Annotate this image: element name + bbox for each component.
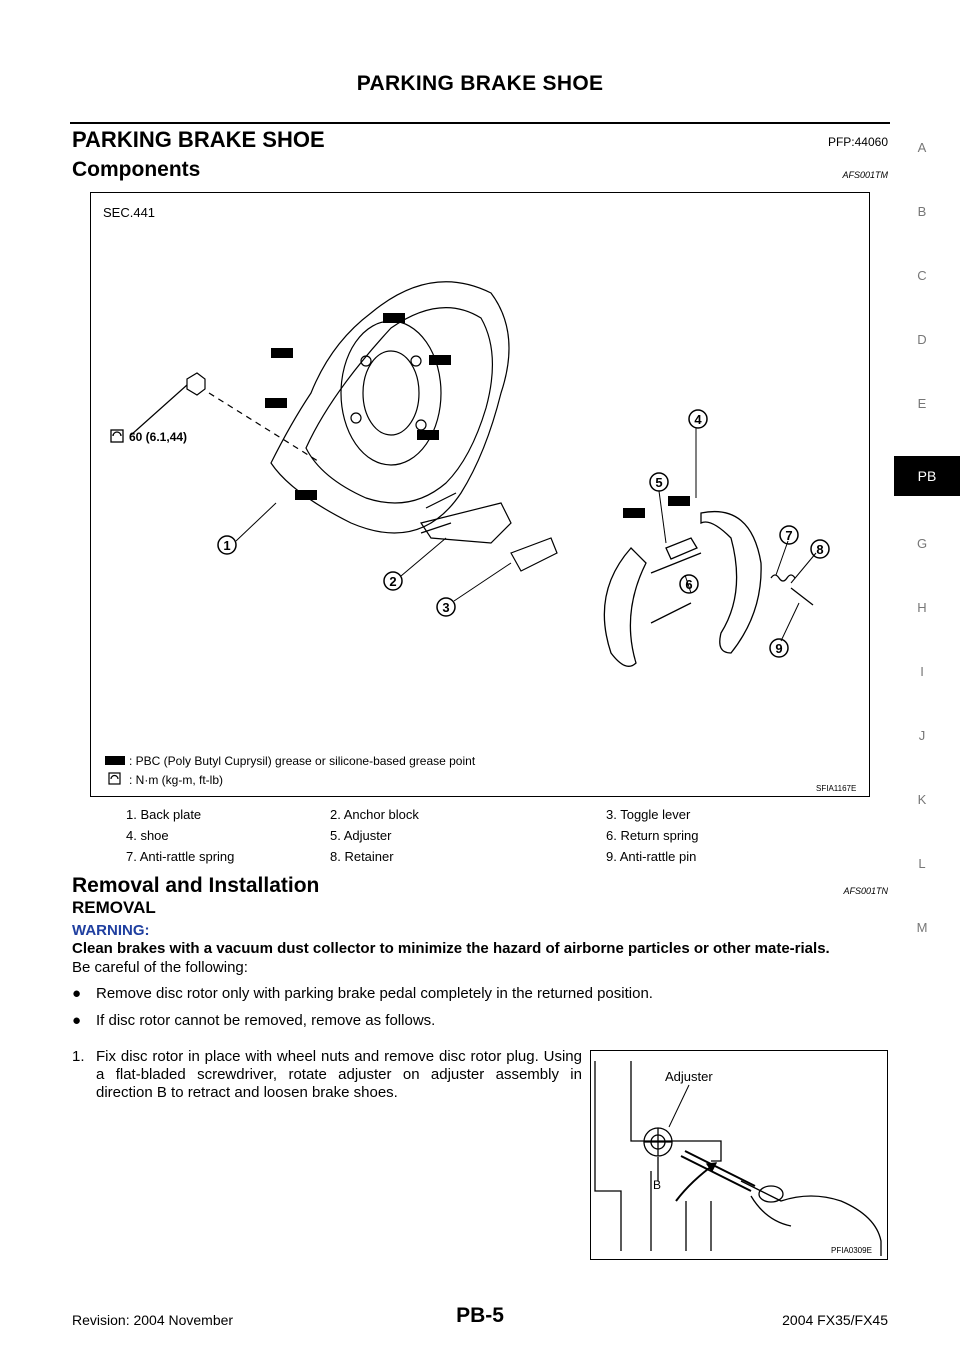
torque-icon (111, 430, 123, 442)
side-tab-h[interactable]: H (917, 600, 927, 615)
part-5: 5. Adjuster (330, 828, 392, 843)
part-1: 1. Back plate (126, 807, 202, 822)
direction-b-label: B (653, 1178, 662, 1192)
side-tab-b[interactable]: B (917, 204, 927, 219)
exploded-view-diagram (91, 193, 868, 795)
bullet-marker: ● (72, 985, 82, 1002)
removal-body (72, 922, 892, 1029)
part-7: 7. Anti-rattle spring (126, 849, 235, 864)
side-tab-a[interactable]: A (917, 140, 927, 155)
figure2-id: PFIA0309E (831, 1246, 872, 1255)
footer-page-number: PB-5 (456, 1304, 504, 1327)
part-9: 9. Anti-rattle pin (606, 849, 697, 864)
side-tab-c[interactable]: C (917, 268, 927, 283)
callout-4: 4 (694, 412, 702, 427)
callout-3: 3 (442, 600, 450, 615)
side-tab-i[interactable]: I (920, 664, 924, 679)
removal-subheading: REMOVAL (72, 898, 156, 917)
side-tab-index (894, 140, 960, 940)
callout-2: 2 (389, 574, 397, 589)
components-code: AFS001TM (842, 170, 888, 180)
callout-markers (218, 410, 829, 657)
side-tab-e[interactable]: E (917, 396, 927, 411)
parts-legend-row (72, 825, 892, 846)
adjuster-label: Adjuster (665, 1069, 713, 1084)
part-6: 6. Return spring (606, 828, 699, 843)
part-4: 4. shoe (126, 828, 169, 843)
parts-legend-row (72, 846, 892, 867)
footer-model: 2004 FX35/FX45 (782, 1312, 888, 1328)
section-code: PFP:44060 (827, 135, 888, 149)
page-header-title: PARKING BRAKE SHOE (356, 72, 604, 95)
side-tab-l[interactable]: L (918, 856, 926, 871)
side-tab-m[interactable]: M (916, 920, 928, 935)
parts-legend-row (72, 804, 892, 825)
callout-7: 7 (785, 528, 793, 543)
bullet-text: Remove disc rotor only with parking brake pedal completely in the returned position. (96, 985, 653, 1002)
grease-legend-icon (105, 756, 125, 765)
adjuster-diagram (591, 1051, 886, 1258)
step-1 (72, 1048, 582, 1102)
adjuster-figure (590, 1050, 888, 1260)
torque-value: 60 (6.1,44) (129, 430, 188, 444)
sec-label: SEC.441 (103, 205, 156, 220)
components-heading-row (72, 158, 200, 182)
removal-heading: Removal and Installation (72, 874, 320, 897)
grease-point-icons (265, 313, 690, 518)
grease-legend-text: : PBC (Poly Butyl Cuprysil) grease or silicone-based grease point (129, 754, 476, 768)
removal-code: AFS001TN (843, 886, 888, 896)
bullet-item (72, 1012, 892, 1029)
section-title: PARKING BRAKE SHOE (72, 127, 325, 152)
step-1-number: 1. (72, 1048, 85, 1065)
part-2: 2. Anchor block (330, 807, 419, 822)
adjuster-housing-drawing (595, 1061, 881, 1256)
warning-text: Clean brakes with a vacuum dust collector to minimize the hazard of airborne particles or other mate-rials. (72, 940, 830, 957)
side-tab-g[interactable]: G (916, 536, 928, 551)
bullet-marker: ● (72, 1012, 82, 1029)
nut-drawing (131, 373, 321, 463)
header-rule (70, 122, 890, 124)
callout-5: 5 (655, 475, 663, 490)
callout-1: 1 (223, 538, 231, 553)
part-8: 8. Retainer (330, 849, 394, 864)
part-3: 3. Toggle lever (606, 807, 691, 822)
side-tab-j[interactable]: J (918, 728, 926, 743)
torque-legend-text: : N·m (kg-m, ft-lb) (129, 773, 223, 787)
callout-8: 8 (816, 542, 824, 557)
figure-id: SFIA1167E (816, 784, 857, 793)
components-heading: Components (72, 158, 201, 181)
bullet-text: If disc rotor cannot be removed, remove as follows. (96, 1012, 436, 1029)
adjuster-leader-line (669, 1085, 689, 1127)
step-1-text: Fix disc rotor in place with wheel nuts and remove disc rotor plug. Using a flat-bladed screwdriver, rotate adjuster on adjuster assembly in direction B to retract and loosen brake shoes. (96, 1048, 582, 1101)
callout-6: 6 (685, 577, 693, 592)
side-tab-pb-active[interactable]: PB (894, 456, 960, 496)
components-figure (90, 192, 870, 797)
warning-label: WARNING: (72, 922, 150, 939)
callout-9: 9 (775, 641, 783, 656)
footer-revision: Revision: 2004 November (72, 1312, 234, 1328)
anchor-block-drawing (421, 493, 557, 571)
side-tab-d[interactable]: D (917, 332, 927, 347)
leader-lines (236, 428, 816, 641)
careful-text: Be careful of the following: (72, 959, 248, 976)
side-tab-k[interactable]: K (917, 792, 927, 807)
torque-legend-icon (109, 773, 120, 784)
bullet-item (72, 985, 892, 1002)
parts-legend (72, 804, 892, 867)
